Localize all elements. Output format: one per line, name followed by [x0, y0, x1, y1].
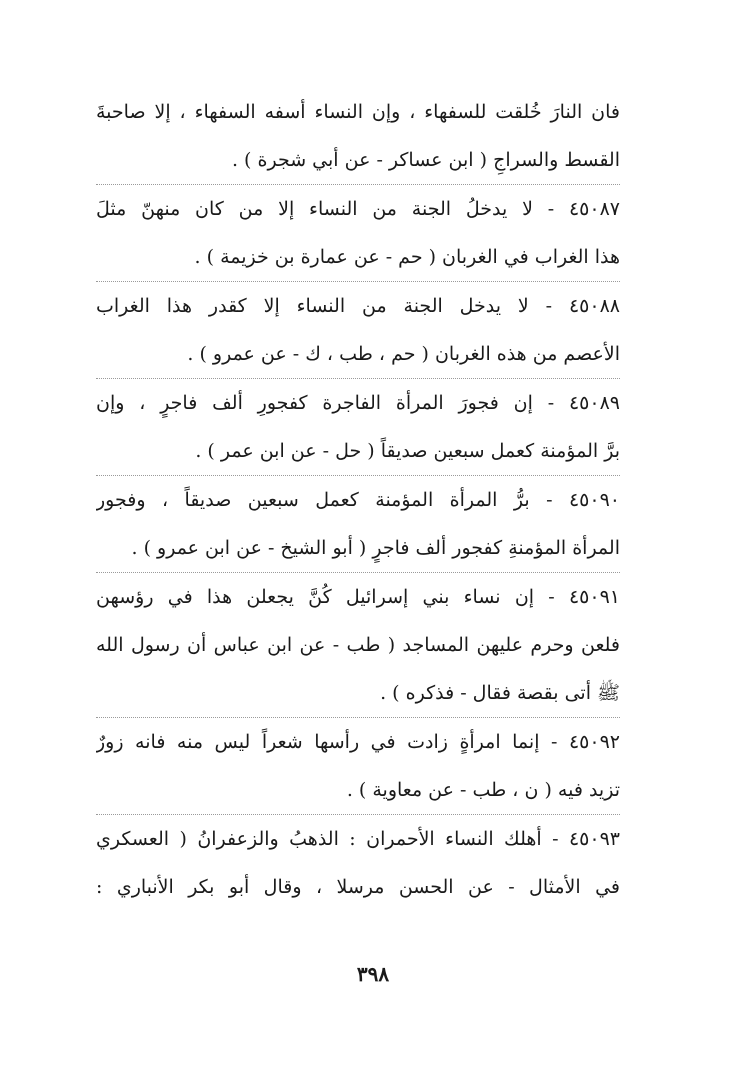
hadith-entry-45093 — [96, 815, 620, 911]
hadith-entry-continuation — [96, 88, 620, 185]
text-line: فلعن وحرم عليهن المساجد ( طب - عن ابن عباس أن رسول الله — [96, 634, 620, 656]
text-line: ﷺ أتى بقصة فقال - فذكره ) . — [380, 682, 620, 704]
text-line: هذا الغراب في الغربان ( حم - عن عمارة بن خزيمة ) . — [194, 246, 620, 268]
text-line: ٤٥٠٩٠ - برُّ المرأة المؤمنة كعمل سبعين صديقاً ، وفجور — [96, 489, 620, 511]
hadith-entry-45091 — [96, 573, 620, 718]
text-line: فان النارَ خُلقت للسفهاء ، وإن النساء أسفه السفهاء ، إلا صاحبةَ — [96, 101, 620, 123]
text-line: ٤٥٠٨٧ - لا يدخلُ الجنة من النساء إلا من كان منهنّ مثلَ — [96, 198, 620, 220]
page-number: ٣٩٨ — [356, 962, 390, 986]
text-line: الأعصم من هذه الغربان ( حم ، طب ، ك - عن عمرو ) . — [187, 343, 620, 365]
text-line: في الأمثال - عن الحسن مرسلا ، وقال أبو بكر الأنباري : — [96, 876, 620, 898]
text-line: القسط والسراجِ ( ابن عساكر - عن أبي شجرة ) . — [231, 149, 620, 171]
hadith-entry-45089 — [96, 379, 620, 476]
hadith-entry-45092 — [96, 718, 620, 815]
text-line: برَّ المؤمنة كعمل سبعين صديقاً ( حل - عن ابن عمر ) . — [195, 440, 620, 462]
text-line: ٤٥٠٩٣ - أهلك النساء الأحمران : الذهبُ والزعفرانُ ( العسكري — [96, 828, 620, 850]
hadith-text-block — [96, 88, 620, 911]
text-line: ٤٥٠٩٢ - إنما امرأةٍ زادت في رأسها شعراً ليس منه فانه زورٌ — [96, 731, 620, 753]
hadith-entry-45090 — [96, 476, 620, 573]
text-line: ٤٥٠٨٩ - إن فجورَ المرأة الفاجرة كفجورِ ألف فاجرٍ ، وإن — [96, 392, 620, 414]
hadith-entry-45088 — [96, 282, 620, 379]
text-line: ٤٥٠٩١ - إن نساء بني إسرائيل كُنَّ يجعلن هذا في رؤسهن — [96, 586, 620, 608]
text-line: تزيد فيه ( ن ، طب - عن معاوية ) . — [346, 779, 620, 801]
text-line: المرأة المؤمنةِ كفجور ألف فاجرٍ ( أبو الشيخ - عن ابن عمرو ) . — [131, 537, 620, 559]
hadith-entry-45087 — [96, 185, 620, 282]
text-line: ٤٥٠٨٨ - لا يدخل الجنة من النساء إلا كقدر هذا الغراب — [96, 295, 620, 317]
